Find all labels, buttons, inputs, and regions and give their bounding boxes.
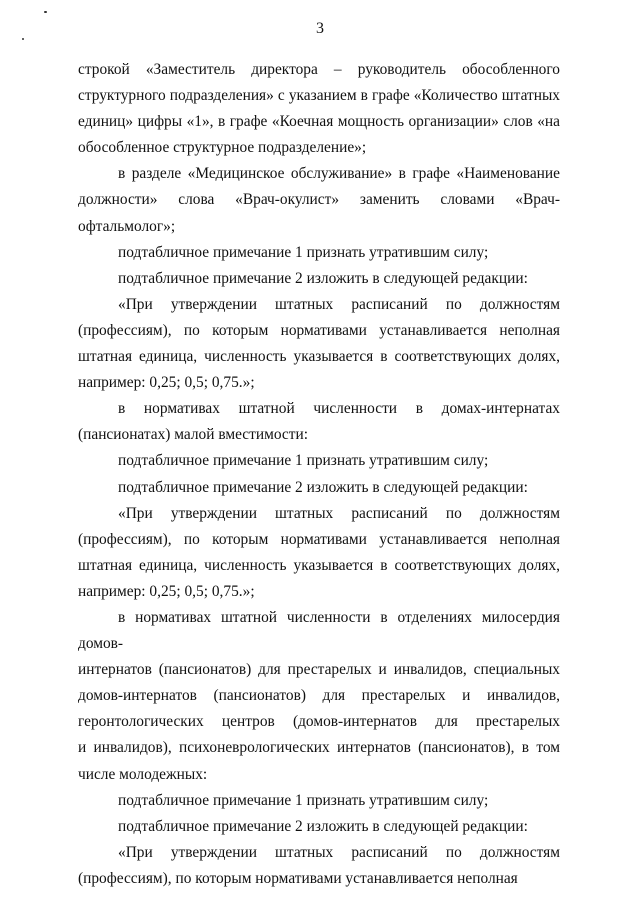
- text-line: в нормативах штатной численности в отделениях милосердия домов-: [78, 608, 560, 653]
- page-number: 3: [316, 20, 324, 37]
- text-line: (пансионатах) малой вместимости:: [78, 426, 308, 444]
- text-line: интернатов (пансионатов) для престарелых и инвалидов, специальных: [78, 661, 560, 679]
- text-line: домов-интернатов (пансионатов) для престарелых и инвалидов,: [78, 687, 560, 705]
- text-line: подтабличное примечание 1 признать утратившим силу;: [118, 243, 489, 261]
- text-line: «При утверждении штатных расписаний по должностям: [118, 504, 560, 522]
- text-line: подтабличное примечание 2 изложить в следующей редакции:: [118, 817, 528, 835]
- text-line: подтабличное примечание 2 изложить в следующей редакции:: [118, 478, 528, 496]
- text-line: подтабличное примечание 2 изложить в следующей редакции:: [118, 269, 528, 287]
- text-line: структурного подразделения» с указанием в графе «Количество штатных: [78, 87, 560, 105]
- text-line: строкой «Заместитель директора – руководитель обособленного: [78, 61, 560, 78]
- text-line: должности» слова «Врач-окулист» заменить словами «Врач-офтальмолог»;: [78, 191, 560, 235]
- text-line: обособленное структурное подразделение»;: [78, 139, 367, 157]
- text-line: например: 0,25; 0,5; 0,75.»;: [78, 582, 255, 600]
- text-line: в разделе «Медицинское обслуживание» в графе «Наименование: [118, 165, 560, 183]
- scan-speck: [22, 38, 24, 40]
- scan-speck: [44, 11, 47, 13]
- text-line: штатная единица, численность указывается в соответствующих долях,: [78, 556, 560, 574]
- document-body: [78, 57, 560, 892]
- text-line: (профессиям), по которым нормативами устанавливается неполная: [78, 321, 560, 339]
- text-line: например: 0,25; 0,5; 0,75.»;: [78, 374, 255, 392]
- text-line: подтабличное примечание 1 признать утратившим силу;: [118, 791, 489, 809]
- text-line: числе молодежных:: [78, 765, 208, 783]
- text-line: в нормативах штатной численности в домах-интернатах: [118, 400, 560, 418]
- text-line: штатная единица, численность указывается в соответствующих долях,: [78, 348, 560, 366]
- text-line: подтабличное примечание 1 признать утратившим силу;: [118, 452, 489, 470]
- text-line: «При утверждении штатных расписаний по должностям: [118, 843, 560, 861]
- text-line: «При утверждении штатных расписаний по должностям: [118, 295, 560, 313]
- text-line: (профессиям), по которым нормативами устанавливается неполная: [78, 869, 518, 887]
- text-line: (профессиям), по которым нормативами устанавливается неполная: [78, 530, 560, 548]
- text-line: и инвалидов), психоневрологических интернатов (пансионатов), в том: [78, 739, 560, 757]
- text-line: геронтологических центров (домов-интернатов для престарелых: [78, 713, 560, 731]
- text-line: единиц» цифры «1», в графе «Коечная мощность организации» слов «на: [78, 113, 560, 131]
